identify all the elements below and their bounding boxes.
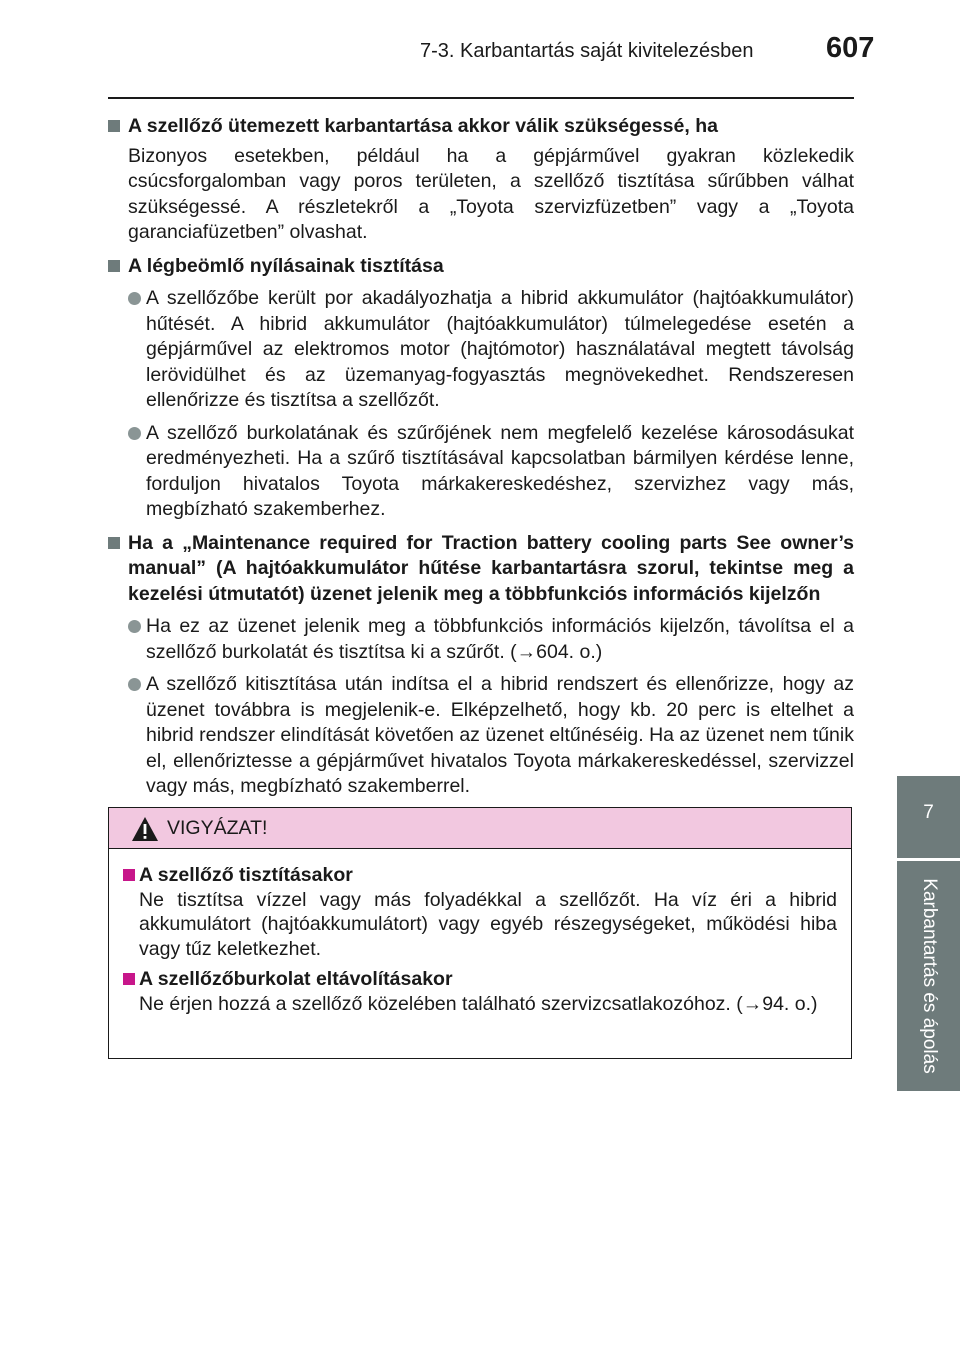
- square-bullet-icon: [108, 260, 120, 272]
- warning-item-heading: A szellőzőburkolat eltávolításakor: [123, 967, 837, 992]
- bullet-item: A szellőzőbe került por akadályozhatja a hibrid akkumulátor (hajtóakkumulátor) hűtését. A hibrid akkumulátor (hajtóakkumulátor) túlmelegedése esetén a gépjárművel az elektromos motor (hajtómotor) használatával megtett távolság lerövidülhet és az üzemanyag-fogyasztás megnövekedhet. Rendszeresen ellenőrizze és tisztítsa a szellőzőt.: [108, 286, 854, 414]
- warning-item-text: Ne tisztítsa vízzel vagy más folyadékkal a szellőzőt. Ha víz éri a hibrid akkumulátort (hajtóakkumulátort) vagy egyéb részegységeket, működési hiba vagy tűz keletkezhet.: [139, 888, 837, 960]
- warning-box: [108, 807, 852, 1059]
- section-paragraph: Bizonyos esetekben, például ha a gépjárművel gyakran közlekedik csúcsforgalomban vagy poros területen, a szellőző tisztítása sűrűbben válhat szükségessé. A részletekről a „Toyota szervizfüzetben” vagy a „Toyota garanciafüzetben” olvashat.: [128, 144, 854, 243]
- square-bullet-icon: [123, 869, 135, 881]
- section-heading: A szellőző ütemezett karbantartása akkor válik szükségessé, ha: [108, 114, 854, 140]
- warning-item-text: Ne érjen hozzá a szellőző közelében található szervizcsatlakozóhoz. (→94. o.): [139, 992, 818, 1015]
- square-bullet-icon: [108, 120, 120, 132]
- header-divider: [108, 97, 854, 99]
- warning-header: [109, 808, 851, 849]
- section-heading: Ha a „Maintenance required for Traction battery cooling parts See owner’s manual” (A hajtóakkumulátor hűtése karbantartásra szorul, tekintse meg a kezelési útmutatót) üzenet jelenik meg a többfunkciós információs kijelzőn: [108, 531, 854, 608]
- chapter-number: 7: [923, 802, 934, 823]
- bullet-item: A szellőző burkolatának és szűrőjének nem megfelelő kezelése károsodásukat eredményezheti. Ha a szűrő tisztításával kapcsolatban bármilyen kérdése lenne, forduljon hivatalos Toyota márkakereskedéshez, szervizhez vagy más, megbízható szakemberhez.: [108, 421, 854, 523]
- warning-triangle-icon: [131, 816, 159, 842]
- round-bullet-icon: [128, 678, 141, 691]
- round-bullet-icon: [128, 620, 141, 633]
- chapter-label: Karbantartás és ápolás: [918, 878, 940, 1074]
- chapter-tab-number: [897, 776, 960, 858]
- bullet-item: A szellőző kitisztítása után indítsa el a hibrid rendszert és ellenőrizze, hogy az üzenet továbbra is megjelenik-e. Elképzelhető, hogy kb. 20 perc is eltelhet a hibrid rendszer elindítását követően az üzenet eltűnéséig. Ha az üzenet nem tűnik el, ellenőriztesse a gépjárművet hivatalos Toyota márkakereskedéssel, szervizzel vagy más, megbízható szakemberrel.: [108, 672, 854, 800]
- warning-item-heading: A szellőző tisztításakor: [123, 863, 837, 888]
- chapter-tab-label: [897, 861, 960, 1091]
- header-section-title: 7-3. Karbantartás saját kivitelezésben: [420, 40, 754, 62]
- round-bullet-icon: [128, 292, 141, 305]
- square-bullet-icon: [123, 973, 135, 985]
- round-bullet-icon: [128, 427, 141, 440]
- page-number: 607: [826, 32, 875, 64]
- section-heading: A légbeömlő nyílásainak tisztítása: [108, 254, 854, 280]
- warning-body: [109, 849, 851, 1016]
- bullet-item: Ha ez az üzenet jelenik meg a többfunkciós információs kijelzőn, távolítsa el a szellőző burkolatát és tisztítsa ki a szűrőt. (→604. o.): [108, 614, 854, 665]
- warning-title: VIGYÁZAT!: [167, 817, 268, 839]
- square-bullet-icon: [108, 537, 120, 549]
- main-content: [108, 106, 854, 800]
